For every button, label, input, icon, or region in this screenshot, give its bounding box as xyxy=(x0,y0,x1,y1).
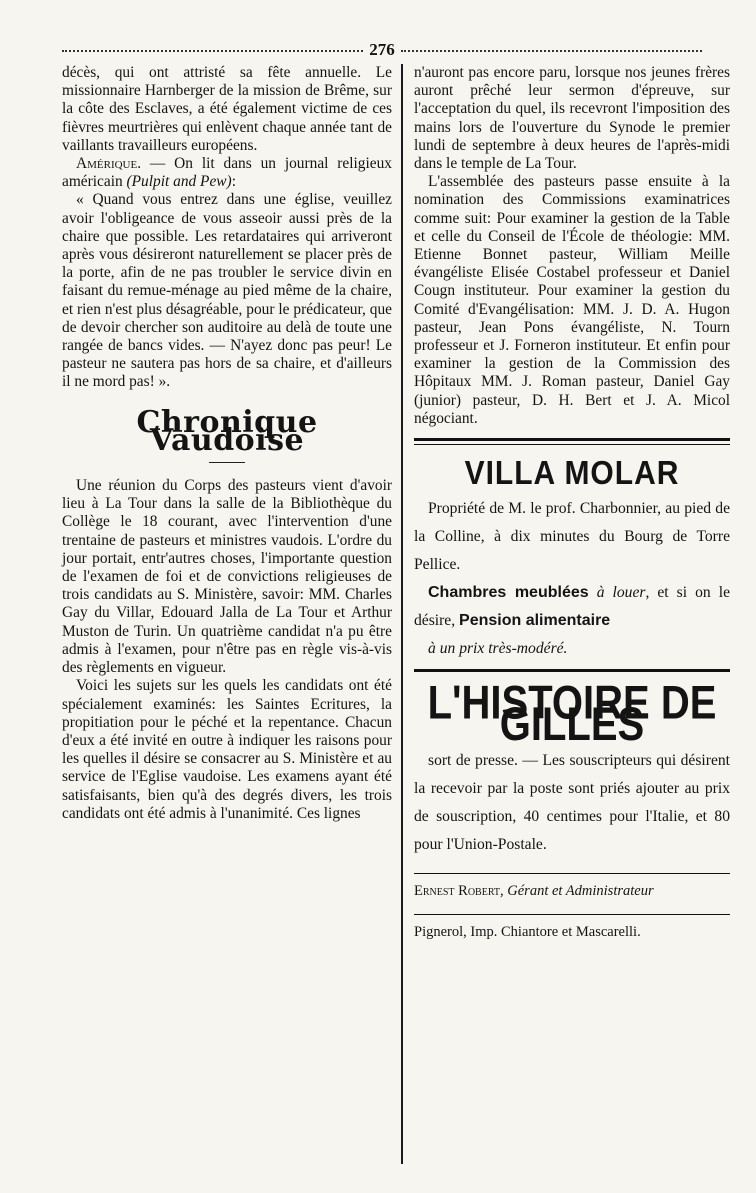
journal-name: (Pulpit and Pew) xyxy=(126,173,232,191)
ad-a-louer: à louer xyxy=(588,584,646,602)
ad-histoire xyxy=(414,747,730,859)
amerique-text: — On lit dans un journal religieux américain xyxy=(62,155,392,191)
heading-separator xyxy=(209,462,245,463)
ad-chambres: Chambres meublées xyxy=(428,584,589,602)
footer-name: Ernest Robert xyxy=(414,882,501,899)
ad-histoire-text: sort de presse. — Les souscripteurs qui désirent la recevoir par la poste sont priés ajouter au prix de souscription, 40 centimes pour l'Italie, et 80 pour l'Union-Postale. xyxy=(414,751,730,853)
header-ornament-left xyxy=(62,50,363,54)
ad-villa-offer xyxy=(414,579,730,635)
ad-villa-line: Propriété de M. le prof. Charbonnier, au pied de la Colline, à dix minutes du Bourg de Torre Pellice. xyxy=(414,500,730,574)
ad-villa-molar xyxy=(414,495,730,663)
amerique-colon: : xyxy=(231,173,236,191)
ad-villa-price xyxy=(414,635,730,663)
right-paragraph-1: n'auront pas encore paru, lorsque nos jeunes frères auront prêché leur sermon d'épreuve, sur l'acceptation du quel, ils recevront l'imposition des mains lors de l'ouverture du Synode le premier lundi de septembre à deux heures de l'après-midi dans le temple de La Tour. xyxy=(414,64,730,173)
section-lead-amerique: Amérique. xyxy=(76,155,142,173)
ad-title-histoire: L'HISTOIRE DE GILLES xyxy=(427,677,717,752)
ad-separator-middle xyxy=(414,669,730,672)
ad-title-villa-molar: VILLA MOLAR xyxy=(464,455,680,492)
left-paragraph-reunion: Une réunion du Corps des pasteurs vient d'avoir lieu à La Tour dans la salle de la Bibliothèque du Collège le 18 courant, avec l'intervention d'une trentaine de pasteurs et ministres vaudois. L'ordre du jour portait, entr'autres choses, l'importante question de l'examen de foi et de convictions religieuses de trois candidats au S. Ministère, savoir: MM. Charles Gay du Villar, Edouard Jalla de La Tour et Arthur Muston de Turin. Un quatrième candidat n'a pu être admis à l'examen, pour n'être pas en règle vis-à-vis des règlements en vigueur. xyxy=(62,477,392,677)
right-column xyxy=(414,64,730,941)
footer-printer: Pignerol, Imp. Chiantore et Mascarelli. xyxy=(414,914,730,941)
footer-gerant xyxy=(414,873,730,900)
section-heading: Chronique Vaudoise xyxy=(136,404,318,458)
ad-separator-top xyxy=(414,438,730,445)
left-paragraph-1: décès, qui ont attristé sa fête annuelle. Le missionnaire Harnberger de la mission de Brême, sur la côte des Esclaves, a été également victime de ces fièvres meurtrières qui enlèvent chaque année tant de vaillants travailleurs européens. xyxy=(62,64,392,154)
ad-prix: à un prix très-modéré. xyxy=(428,640,568,658)
ad-pension: Pension alimentaire xyxy=(459,612,611,630)
left-column xyxy=(62,64,392,823)
left-paragraph-quote: « Quand vous entrez dans une église, veuillez avoir l'obligeance de vous asseoir aussi près de la chaire que possible. Les retardataires qui arriveront après vous désireront naturellement se placer près de la porte, afin de ne pas troubler le service divin en faisant du remue-ménage au pied même de la chaire, et rien n'est plus désagréable, pour le prédicateur, que de devoir chercher son auditoire au delà de toute une rangée de bancs vides. — N'ayez donc pas peur! Le pasteur ne sautera pas hors de sa chaire, et d'ailleurs il ne mord pas! ». xyxy=(62,191,392,391)
left-paragraph-sujets: Voici les sujets sur les quels les candidats ont été spécialement examinés: les Saintes Ecritures, la propitiation pour le péché et la repentance. Chacun d'eux a été invité en outre à indiquer les raisons pour les quelles il désire se consacrer au S. Ministère et au service de l'Eglise vaudoise. Les examens ayant été satisfaisants, bien qu'à des degrés divers, les trois candidats ont été admis à l'unanimité. Ces lignes xyxy=(62,677,392,822)
column-divider xyxy=(401,64,403,1164)
left-paragraph-amerique xyxy=(62,155,392,191)
page-number: 276 xyxy=(369,40,395,59)
header-ornament-right xyxy=(401,50,702,54)
page-header xyxy=(62,40,702,60)
footer-role: , Gérant et Administrateur xyxy=(500,882,654,899)
right-paragraph-commissions: L'assemblée des pasteurs passe ensuite à la nomination des Commissions examinatrices comme suit: Pour examiner la gestion de la Table et celle du Conseil de l'École de théologie: MM. Etienne Bonnet pasteur, William Meille évangéliste Elisée Costabel professeur et Daniel Cougn instituteur. Pour examiner la gestion du Comité d'Evangélisation: MM. J. D. A. Hugon pasteur, Jean Pons évangéliste, N. Tourn professeur et J. Forneron instituteur. Et enfin pour examiner la gestion de la Commission des Hôpitaux MM. J. Roman pasteur, Daniel Gay (junior) pasteur, D. H. Bert et J. A. Micol négociant. xyxy=(414,173,730,427)
ad-mid: , et si on le désire, xyxy=(414,584,731,630)
